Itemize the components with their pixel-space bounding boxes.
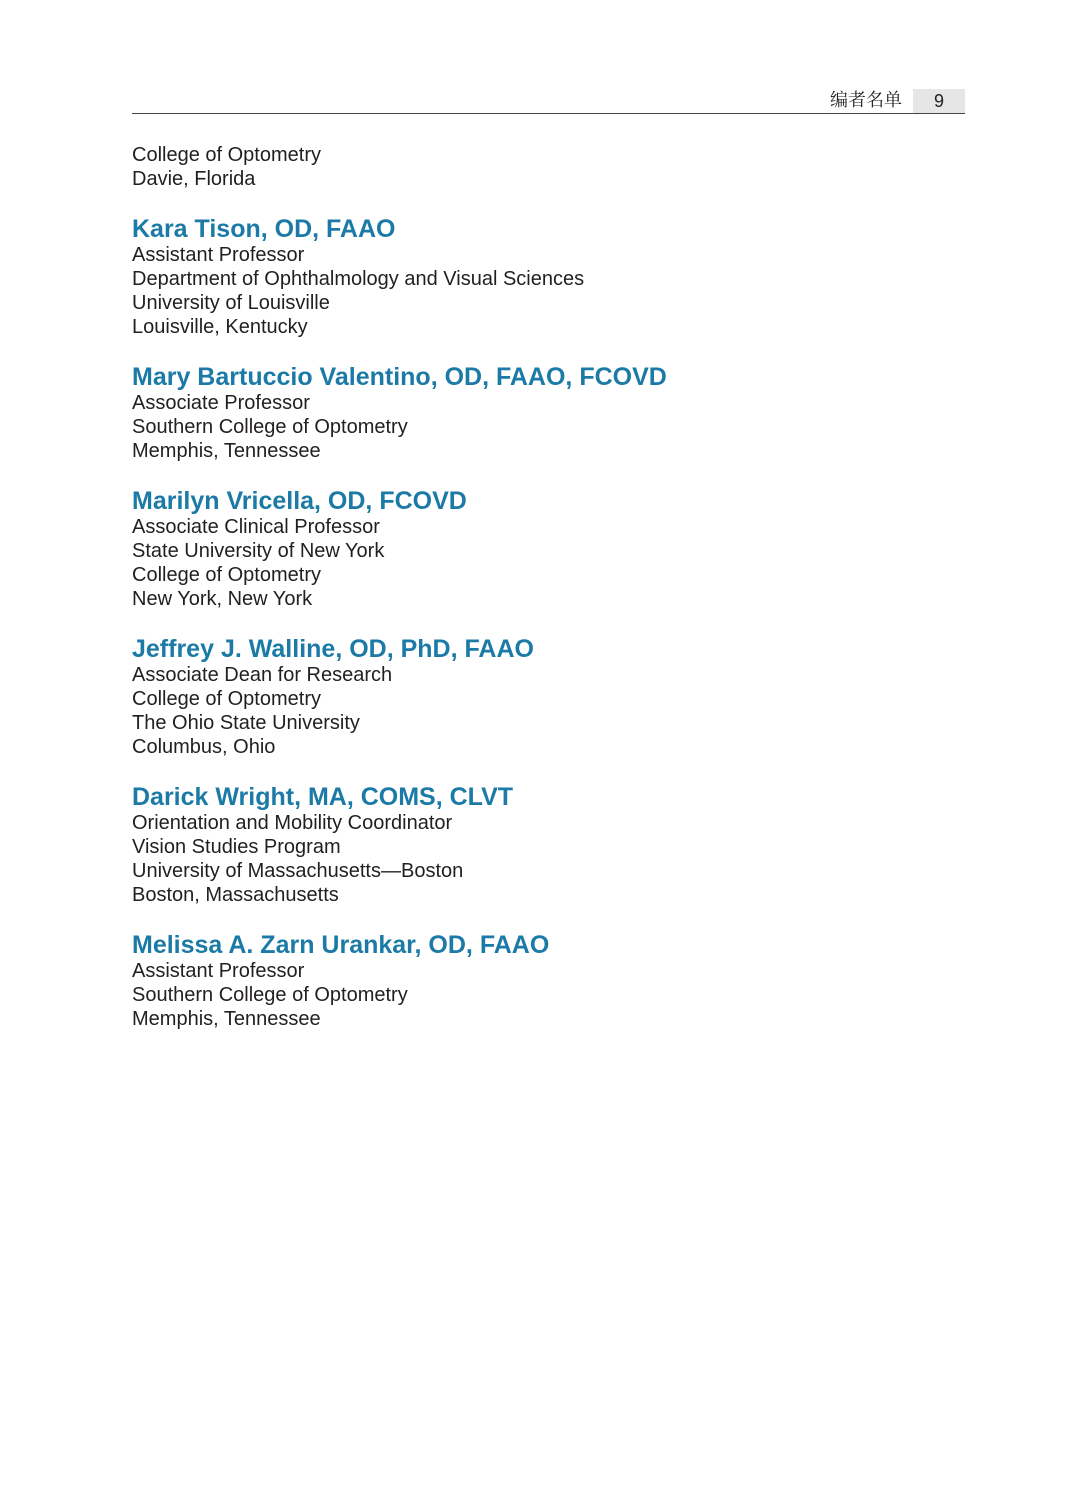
contributor-entry [132, 215, 667, 339]
affiliation-line: Department of Ophthalmology and Visual Sciences [132, 268, 585, 290]
contributor-list [132, 143, 667, 1055]
affiliation-line: The Ohio State University [132, 712, 360, 734]
header-rule [132, 113, 965, 114]
affiliation-line: Davie, Florida [132, 168, 256, 190]
contributor-entry [132, 363, 667, 463]
contributor-entry [132, 783, 667, 907]
contributor-name: Kara Tison, OD, FAAO [132, 215, 396, 243]
affiliation-line: Vision Studies Program [132, 836, 341, 858]
affiliation-line: Associate Professor [132, 392, 310, 414]
affiliation-line: Southern College of Optometry [132, 416, 408, 438]
affiliation-line: Associate Dean for Research [132, 664, 393, 686]
affiliation-line: Columbus, Ohio [132, 736, 276, 758]
affiliation-line: Louisville, Kentucky [132, 316, 308, 338]
affiliation-line: College of Optometry [132, 144, 321, 166]
affiliation-line: Associate Clinical Professor [132, 516, 380, 538]
affiliation-line: Memphis, Tennessee [132, 1008, 321, 1030]
contributor-name: Jeffrey J. Walline, OD, PhD, FAAO [132, 635, 534, 663]
contributor-name: Marilyn Vricella, OD, FCOVD [132, 487, 467, 515]
affiliation-line: Orientation and Mobility Coordinator [132, 812, 453, 834]
affiliation-line: Boston, Massachusetts [132, 884, 339, 906]
affiliation-line: Assistant Professor [132, 960, 305, 982]
page-number: 9 [913, 89, 965, 113]
affiliation-line: New York, New York [132, 588, 313, 610]
affiliation-line: College of Optometry [132, 688, 321, 710]
affiliation-line: Memphis, Tennessee [132, 440, 321, 462]
contributor-name: Mary Bartuccio Valentino, OD, FAAO, FCOVD [132, 363, 667, 391]
contributor-name: Darick Wright, MA, COMS, CLVT [132, 783, 514, 811]
affiliation-line: University of Louisville [132, 292, 330, 314]
affiliation-line: College of Optometry [132, 564, 321, 586]
contributor-entry [132, 487, 667, 611]
affiliation-line: Southern College of Optometry [132, 984, 408, 1006]
affiliation-line: University of Massachusetts—Boston [132, 860, 464, 882]
contributor-entry [132, 931, 667, 1031]
affiliation-line: Assistant Professor [132, 244, 305, 266]
contributor-entry [132, 635, 667, 759]
contributor-name: Melissa A. Zarn Urankar, OD, FAAO [132, 931, 550, 959]
running-header-title: 编者名单 [830, 90, 902, 111]
affiliation-line: State University of New York [132, 540, 385, 562]
continuation-entry [132, 143, 667, 191]
